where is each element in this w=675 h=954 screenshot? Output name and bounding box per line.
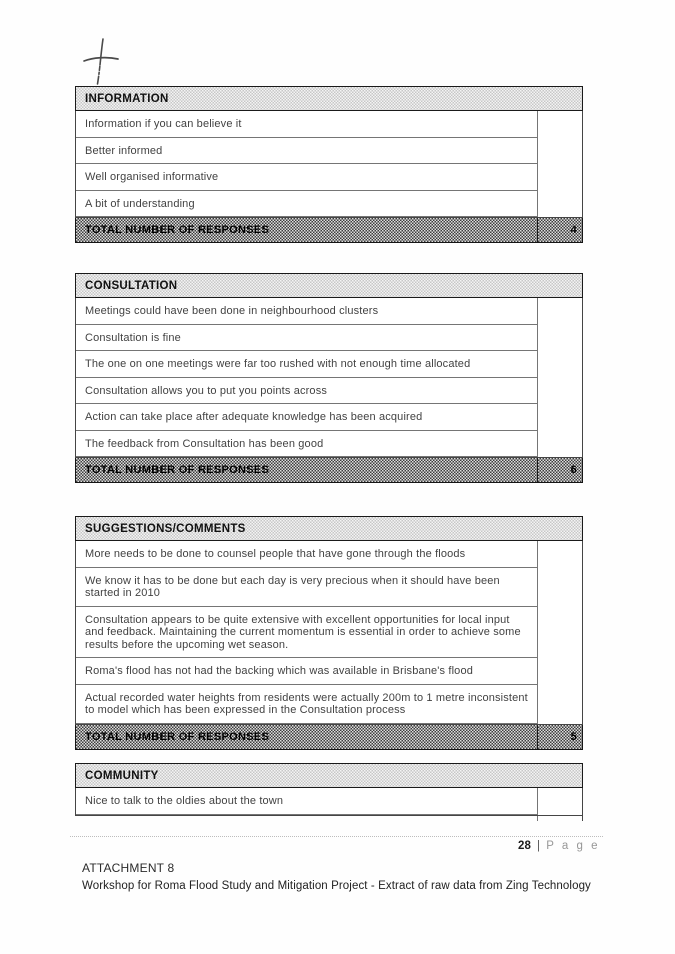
response-row: Information if you can believe it (76, 111, 537, 138)
total-row (75, 218, 583, 243)
table-title: INFORMATION (75, 86, 583, 111)
count-column (537, 541, 582, 724)
table-body (75, 541, 583, 725)
pen-cross-mark-icon (80, 36, 122, 90)
total-label: TOTAL NUMBER OF RESPONSES (85, 464, 270, 476)
response-row: More needs to be done to counsel people that have gone through the floods (76, 541, 537, 568)
response-table (75, 516, 583, 750)
response-row: Better informed (76, 138, 537, 165)
response-row: Consultation allows you to put you points across (76, 378, 537, 405)
table-body (75, 111, 583, 218)
response-table (75, 763, 583, 821)
response-row: A bit of understanding (76, 191, 537, 218)
total-value: 6 (537, 458, 582, 482)
page-number-value: 28 (518, 840, 531, 852)
total-row (75, 725, 583, 750)
response-row: Roma's flood has not had the backing which was available in Brisbane's flood (76, 658, 537, 685)
response-row: Nice to talk to the oldies about the town (76, 788, 537, 815)
table-continuation (537, 816, 583, 821)
footer-caption: Workshop for Roma Flood Study and Mitigation Project - Extract of raw data from Zing Technology (82, 880, 591, 892)
count-column (537, 298, 582, 457)
response-row: We know it has to be done but each day is very precious when it should have been started in 2010 (76, 568, 537, 607)
total-value: 4 (537, 218, 582, 242)
response-table (75, 273, 583, 483)
count-column (537, 111, 582, 217)
page-word: P a g e (546, 840, 600, 852)
table-title: CONSULTATION (75, 273, 583, 298)
response-table (75, 86, 583, 243)
table-body (75, 788, 583, 816)
response-row: Consultation is fine (76, 325, 537, 352)
attachment-label: ATTACHMENT 8 (82, 861, 175, 875)
table-title: SUGGESTIONS/COMMENTS (75, 516, 583, 541)
table-title: COMMUNITY (75, 763, 583, 788)
count-column (537, 788, 582, 815)
total-row (75, 458, 583, 483)
response-row: Actual recorded water heights from residents were actually 200m to 1 metre inconsistent to model which has been expressed in the Consultation process (76, 685, 537, 724)
response-row: Action can take place after adequate knowledge has been acquired (76, 404, 537, 431)
footer-separator (70, 836, 603, 837)
total-label: TOTAL NUMBER OF RESPONSES (85, 730, 270, 743)
response-row: Well organised informative (76, 164, 537, 191)
page-number (518, 840, 600, 852)
response-row: The feedback from Consultation has been good (76, 431, 537, 458)
response-row: Consultation appears to be quite extensive with excellent opportunities for local input and feedback. Maintaining the current momentum is essential in order to achieve some results before the upcoming wet season. (76, 607, 537, 659)
total-value: 5 (537, 725, 582, 749)
total-label: TOTAL NUMBER OF RESPONSES (85, 224, 270, 236)
page-number-divider: | (537, 840, 541, 852)
response-row: Meetings could have been done in neighbourhood clusters (76, 298, 537, 325)
table-body (75, 298, 583, 458)
response-row: The one on one meetings were far too rushed with not enough time allocated (76, 351, 537, 378)
